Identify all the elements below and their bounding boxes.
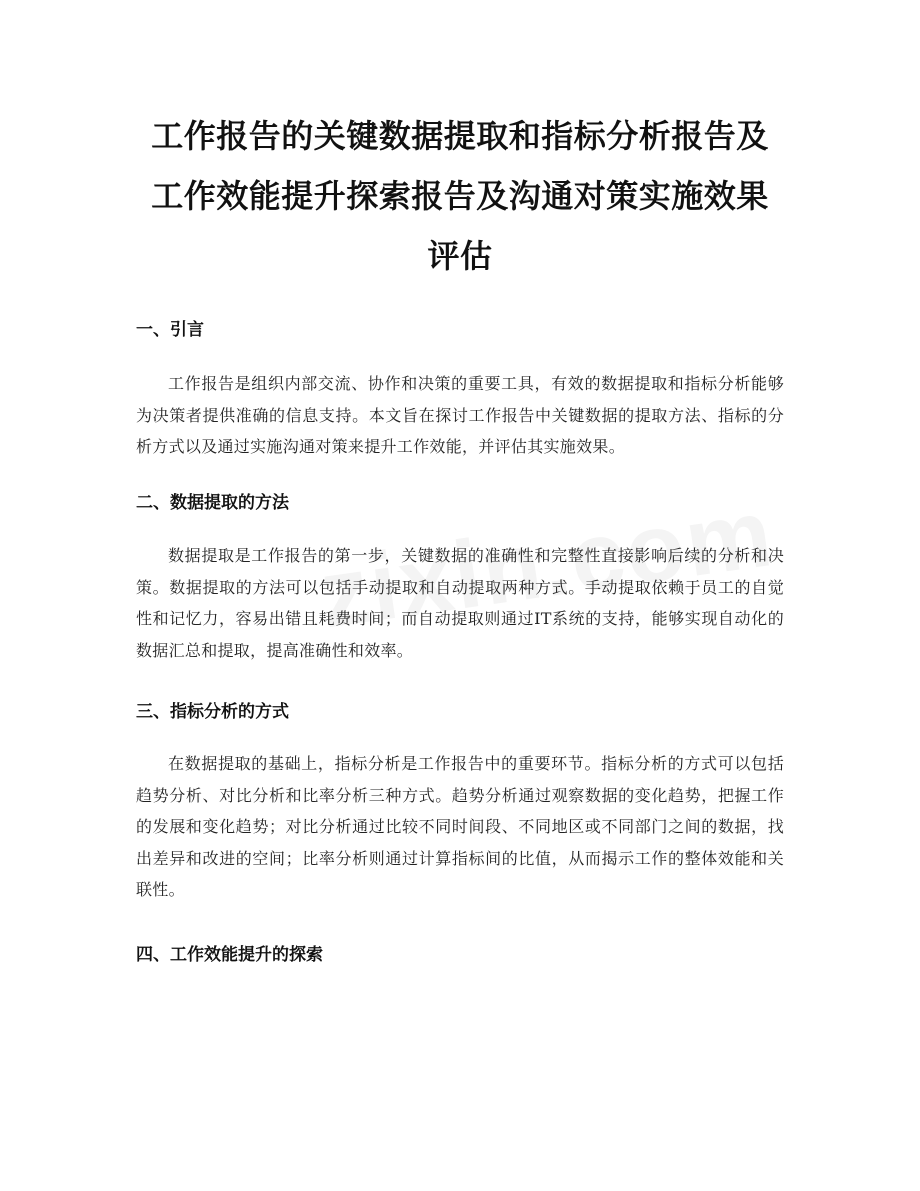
title-line-3: 评估 bbox=[427, 237, 493, 275]
section-paragraph-introduction: 工作报告是组织内部交流、协作和决策的重要工具，有效的数据提取和指标分析能够为决策者提供准确的信息支持。本文旨在探讨工作报告中关键数据的提取方法、指标的分析方式以及通过实施沟通对策来提升工作效能，并评估其实施效果。 bbox=[136, 374, 784, 456]
section-heading-data-extraction: 二、数据提取的方法 bbox=[136, 493, 289, 513]
document-title bbox=[110, 106, 810, 286]
title-line-2: 工作效能提升探索报告及沟通对策实施效果 bbox=[151, 177, 769, 215]
section-heading-introduction: 一、引言 bbox=[136, 320, 204, 340]
section-heading-efficiency-improvement: 四、工作效能提升的探索 bbox=[136, 945, 323, 965]
title-line-1: 工作报告的关键数据提取和指标分析报告及 bbox=[151, 117, 769, 155]
section-paragraph-data-extraction: 数据提取是工作报告的第一步，关键数据的准确性和完整性直接影响后续的分析和决策。数据提取的方法可以包括手动提取和自动提取两种方式。手动提取依赖于员工的自觉性和记忆力，容易出错且耗费时间；而自动提取则通过IT系统的支持，能够实现自动化的数据汇总和提取，提高准确性和效率。 bbox=[136, 546, 784, 660]
section-paragraph-indicator-analysis: 在数据提取的基础上，指标分析是工作报告中的重要环节。指标分析的方式可以包括趋势分析、对比分析和比率分析三种方式。趋势分析通过观察数据的变化趋势，把握工作的发展和变化趋势；对比分析通过比较不同时间段、不同地区或不同部门之间的数据，找出差异和改进的空间；比率分析则通过计算指标间的比值，从而揭示工作的整体效能和关联性。 bbox=[136, 754, 784, 899]
section-heading-indicator-analysis: 三、指标分析的方式 bbox=[136, 702, 289, 722]
